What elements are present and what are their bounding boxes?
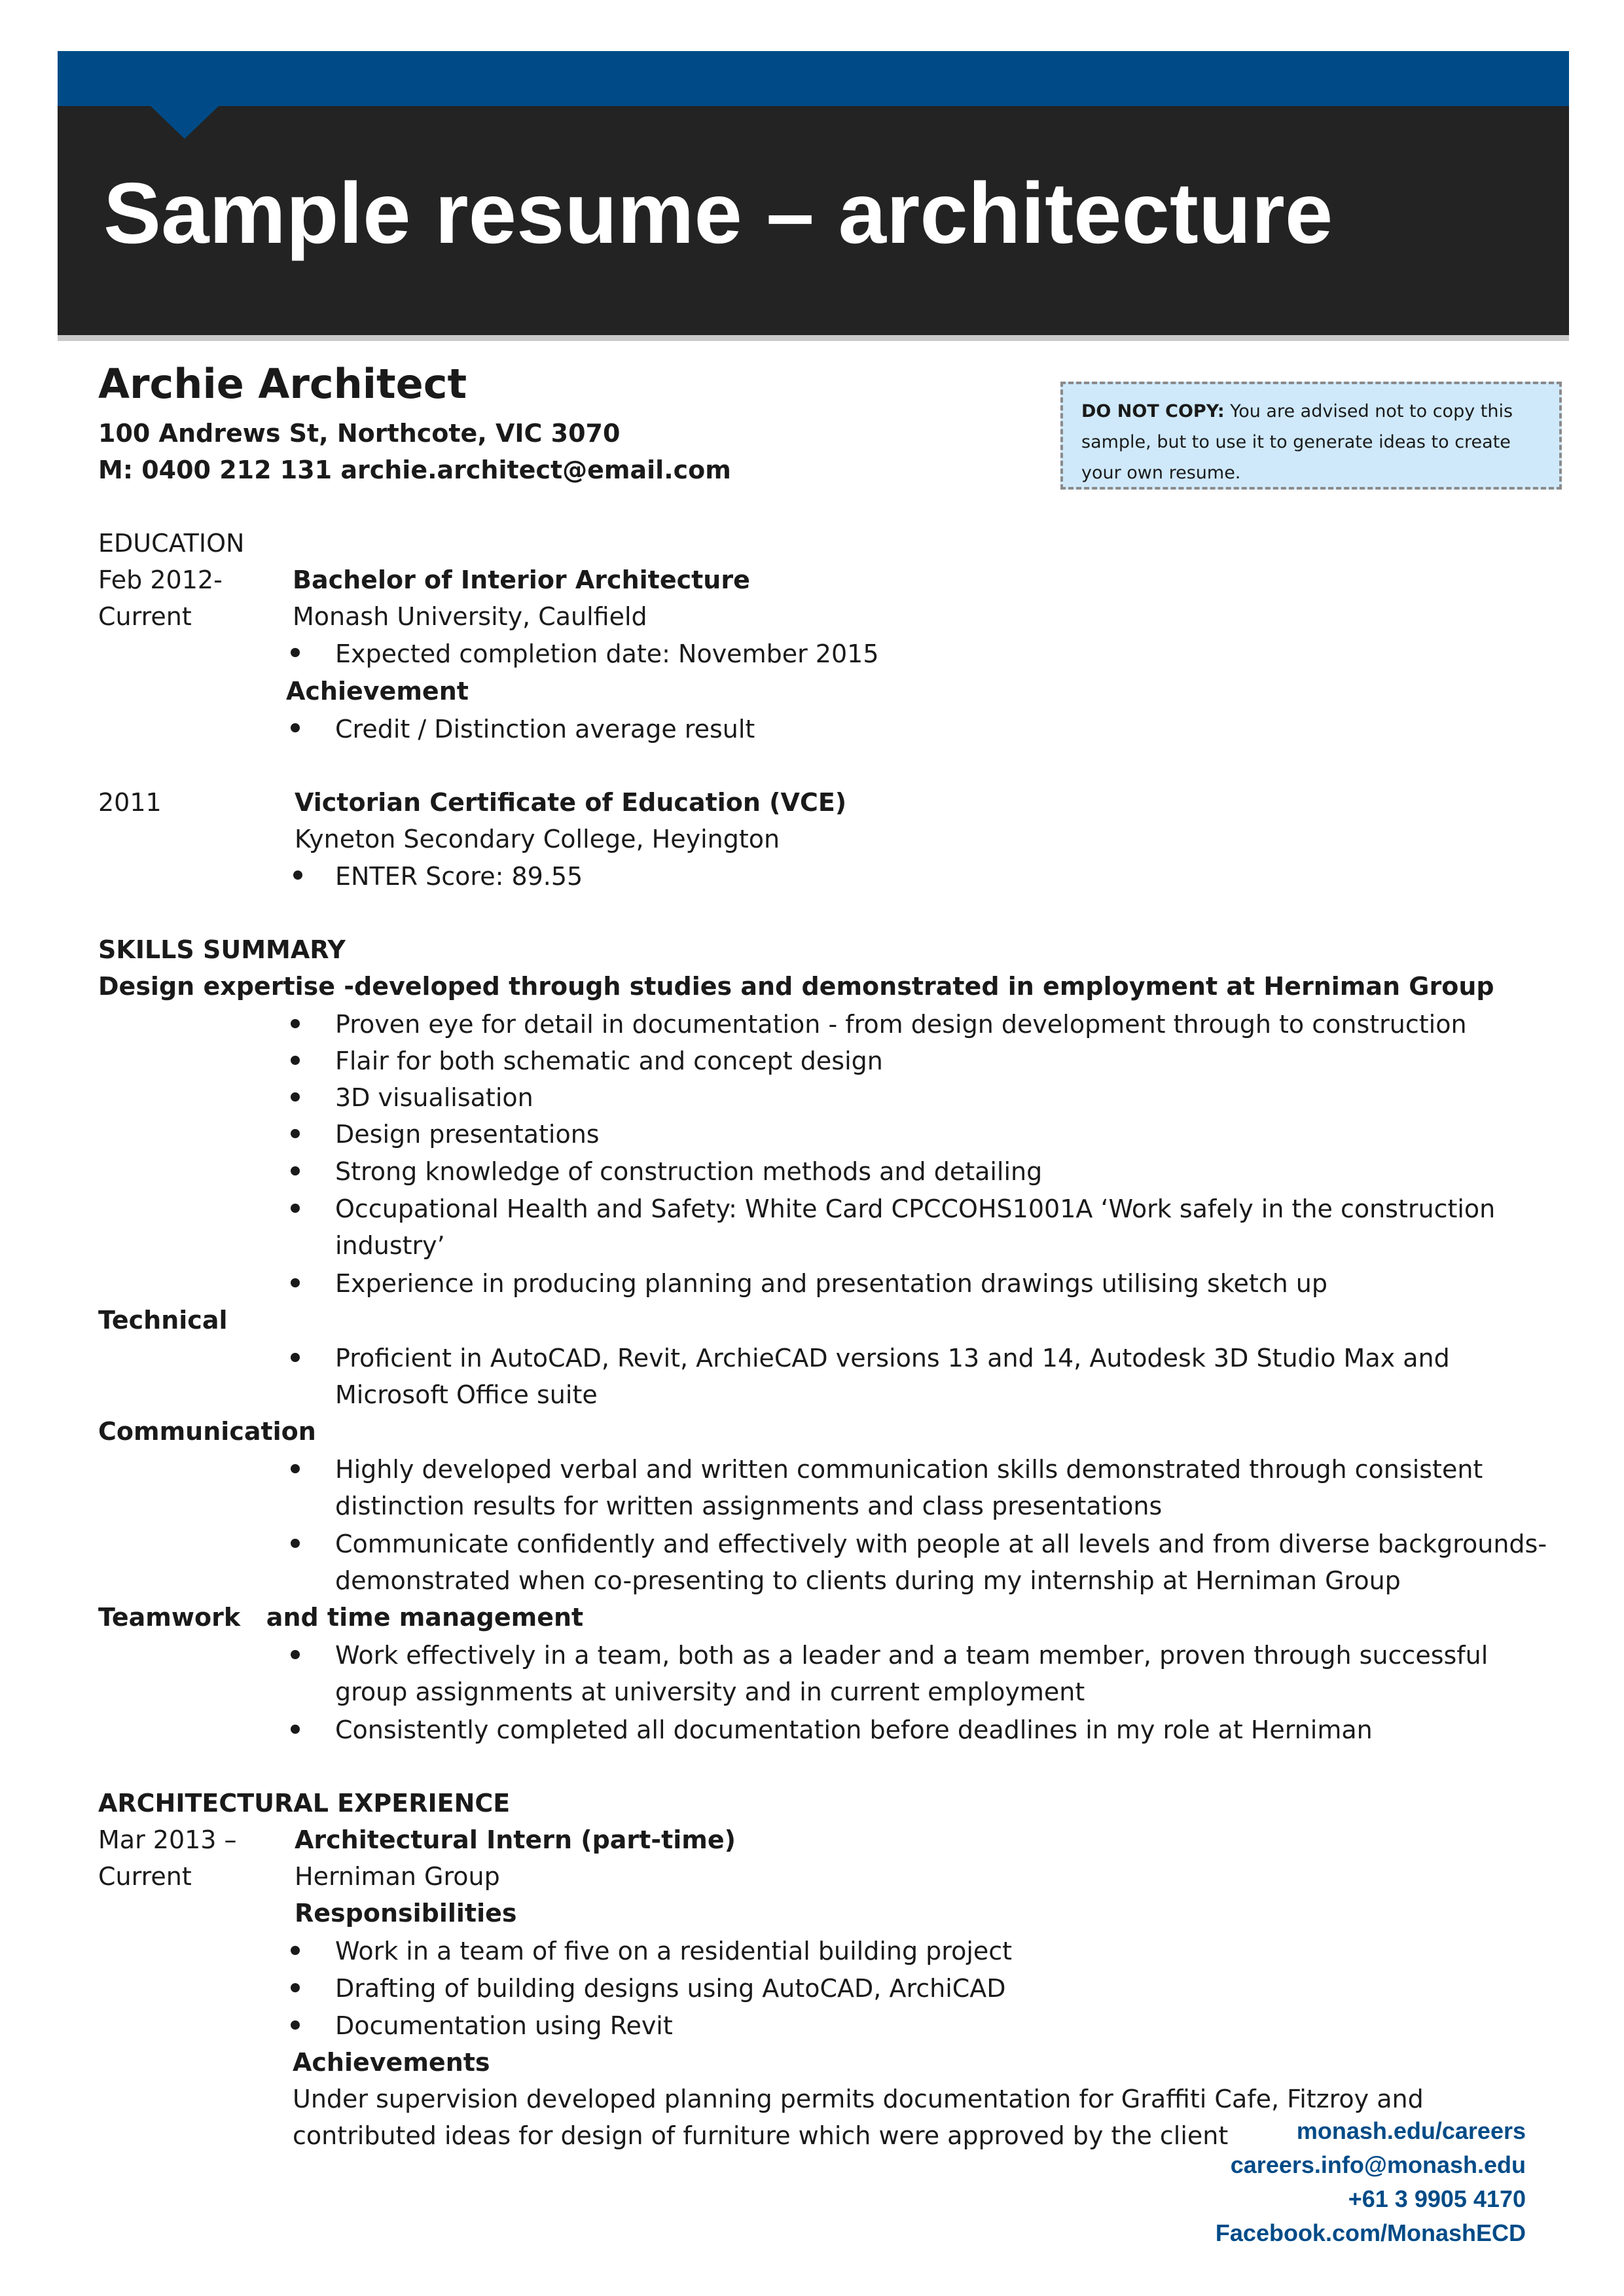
bullet-icon	[291, 1946, 300, 1955]
degree-title: Bachelor of Interior Architecture	[293, 565, 750, 594]
list-item: Experience in producing planning and presentation drawings utilising sketch up	[335, 1269, 1327, 1298]
skills-heading: SKILLS SUMMARY	[98, 935, 346, 964]
bullet-icon	[291, 1278, 300, 1287]
list-item: Flair for both schematic and concept design	[335, 1047, 883, 1075]
bullet-icon	[291, 2020, 300, 2030]
bullet-icon	[293, 870, 302, 880]
institution: Kyneton Secondary College, Heyington	[295, 825, 780, 853]
candidate-address: 100 Andrews St, Northcote, VIC 3070	[98, 419, 621, 448]
list-item: Work effectively in a team, both as a leader and a team member, proven through successful	[335, 1641, 1489, 1670]
list-item-continued: demonstrated when co-presenting to clients during my internship at Herniman Group	[335, 1566, 1401, 1595]
education-date: Feb 2012-	[98, 565, 223, 594]
bullet-icon	[291, 648, 300, 657]
experience-date: Mar 2013 –	[98, 1825, 237, 1854]
list-item: Occupational Health and Safety: White Card CPCCOHS1001A ‘Work safely in the construction	[335, 1194, 1496, 1223]
job-title: Architectural Intern (part-time)	[295, 1825, 736, 1854]
experience-date: Current	[98, 1862, 192, 1891]
bullet-icon	[291, 1204, 300, 1213]
bullet-icon	[291, 723, 300, 732]
list-item: Credit / Distinction average result	[335, 715, 755, 744]
page-title: Sample resume – architecture	[103, 165, 1333, 261]
achievement-text: contributed ideas for design of furniture which were approved by the client	[293, 2121, 1229, 2150]
company-name: Herniman Group	[295, 1862, 500, 1891]
list-item-continued: group assignments at university and in current employment	[335, 1677, 1085, 1706]
list-item: Proficient in AutoCAD, Revit, ArchieCAD versions 13 and 14, Autodesk 3D Studio Max and	[335, 1344, 1450, 1372]
list-item: 3D visualisation	[335, 1083, 533, 1112]
list-item: Communicate confidently and effectively with people at all levels and from diverse backgrounds-	[335, 1530, 1547, 1558]
degree-title: Victorian Certificate of Education (VCE)	[295, 788, 847, 817]
bullet-icon	[291, 1129, 300, 1138]
skills-subheading: Teamwork and time management	[98, 1603, 584, 1632]
list-item: Strong knowledge of construction methods and detailing	[335, 1157, 1043, 1186]
experience-subheading: Responsibilities	[295, 1899, 517, 1928]
do-not-copy-notice	[1060, 382, 1562, 490]
bullet-icon	[291, 1725, 300, 1734]
list-item: Highly developed verbal and written communication skills demonstrated through consistent	[335, 1455, 1483, 1484]
skills-subheading: Design expertise -developed through studies and demonstrated in employment at Herniman Group	[98, 972, 1494, 1001]
list-item: Expected completion date: November 2015	[335, 639, 879, 668]
list-item: Work in a team of five on a residential building project	[335, 1937, 1013, 1965]
bullet-icon	[291, 1983, 300, 1992]
education-date: Current	[98, 602, 192, 631]
candidate-phone-email: M: 0400 212 131 archie.architect@email.com	[98, 456, 731, 484]
footer-facebook-link[interactable]: Facebook.com/MonashECD	[1215, 2219, 1526, 2246]
bullet-icon	[291, 1353, 300, 1362]
list-item-continued: distinction results for written assignments and class presentations	[335, 1492, 1163, 1520]
footer-website-link[interactable]: monash.edu/careers	[1296, 2117, 1526, 2144]
list-item: Design presentations	[335, 1120, 600, 1149]
header-blue-bar	[58, 51, 1569, 106]
header-notch	[151, 106, 219, 139]
candidate-name: Archie Architect	[98, 360, 467, 408]
achievement-text: Under supervision developed planning permits documentation for Graffiti Cafe, Fitzroy and	[293, 2085, 1424, 2113]
education-heading: EDUCATION	[98, 529, 245, 558]
education-subheading: Achievement	[286, 677, 469, 706]
list-item: Documentation using Revit	[335, 2011, 673, 2040]
list-item: Consistently completed all documentation before deadlines in my role at Herniman	[335, 1715, 1373, 1744]
skills-subheading: Communication	[98, 1417, 316, 1446]
notice-text: You are advised not to copy this sample, but to use it to generate ideas to create your own resume.	[1081, 401, 1513, 483]
skills-subheading: Technical	[98, 1306, 228, 1335]
list-item: Proven eye for detail in documentation - from design development through to construction	[335, 1010, 1467, 1039]
bullet-icon	[291, 1464, 300, 1473]
experience-heading: ARCHITECTURAL EXPERIENCE	[98, 1789, 511, 1818]
footer-phone: +61 3 9905 4170	[1348, 2185, 1526, 2212]
bullet-icon	[291, 1019, 300, 1028]
bullet-icon	[291, 1092, 300, 1102]
bullet-icon	[291, 1539, 300, 1548]
list-item: Drafting of building designs using AutoCAD, ArchiCAD	[335, 1974, 1006, 2003]
footer-email-link[interactable]: careers.info@monash.edu	[1230, 2151, 1526, 2178]
header-rule	[58, 335, 1569, 341]
education-date: 2011	[98, 788, 162, 817]
experience-subheading: Achievements	[293, 2048, 490, 2077]
bullet-icon	[291, 1056, 300, 1065]
institution: Monash University, Caulfield	[293, 602, 647, 631]
list-item-continued: industry’	[335, 1231, 445, 1260]
notice-label: DO NOT COPY:	[1081, 401, 1225, 422]
list-item-continued: Microsoft Office suite	[335, 1380, 598, 1409]
bullet-icon	[291, 1166, 300, 1175]
list-item: ENTER Score: 89.55	[335, 862, 583, 891]
bullet-icon	[291, 1650, 300, 1659]
